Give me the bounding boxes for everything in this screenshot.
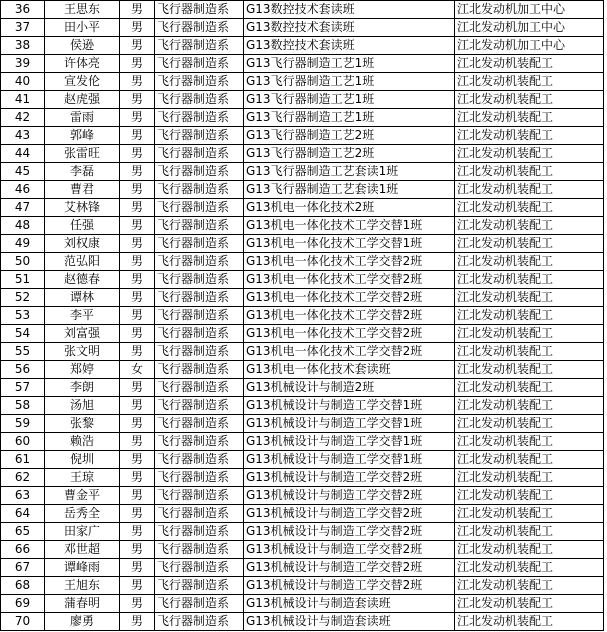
- class-cell: G13飞行器制造工艺1班: [244, 73, 455, 91]
- name-cell: 雷雨: [45, 109, 120, 127]
- row-number-cell: 38: [1, 37, 45, 55]
- gender-cell: 男: [120, 415, 155, 433]
- department-cell: 飞行器制造系: [155, 595, 244, 613]
- class-cell: G13机械设计与制造工学交替2班: [244, 469, 455, 487]
- name-cell: 汤旭: [45, 397, 120, 415]
- work-unit-cell: 江北发动机装配工: [455, 109, 604, 127]
- name-cell: 岳秀全: [45, 505, 120, 523]
- roster-table-body: [1, 1, 604, 631]
- row-number-cell: 57: [1, 379, 45, 397]
- table-row: [1, 523, 604, 541]
- work-unit-cell: 江北发动机装配工: [455, 613, 604, 631]
- class-cell: G13数控技术套读班: [244, 37, 455, 55]
- work-unit-cell: 江北发动机装配工: [455, 307, 604, 325]
- work-unit-cell: 江北发动机加工中心: [455, 1, 604, 19]
- row-number-cell: 66: [1, 541, 45, 559]
- class-cell: G13飞行器制造工艺2班: [244, 127, 455, 145]
- department-cell: 飞行器制造系: [155, 37, 244, 55]
- department-cell: 飞行器制造系: [155, 91, 244, 109]
- row-number-cell: 43: [1, 127, 45, 145]
- row-number-cell: 41: [1, 91, 45, 109]
- table-row: [1, 361, 604, 379]
- work-unit-cell: 江北发动机装配工: [455, 451, 604, 469]
- gender-cell: 男: [120, 181, 155, 199]
- class-cell: G13飞行器制造工艺1班: [244, 91, 455, 109]
- class-cell: G13机械设计与制造2班: [244, 379, 455, 397]
- work-unit-cell: 江北发动机装配工: [455, 343, 604, 361]
- table-row: [1, 379, 604, 397]
- department-cell: 飞行器制造系: [155, 199, 244, 217]
- work-unit-cell: 江北发动机装配工: [455, 379, 604, 397]
- name-cell: 刘权康: [45, 235, 120, 253]
- row-number-cell: 37: [1, 19, 45, 37]
- class-cell: G13机械设计与制造工学交替1班: [244, 397, 455, 415]
- department-cell: 飞行器制造系: [155, 505, 244, 523]
- name-cell: 张雷旺: [45, 145, 120, 163]
- name-cell: 李平: [45, 307, 120, 325]
- name-cell: 宣发伦: [45, 73, 120, 91]
- table-row: [1, 127, 604, 145]
- table-row: [1, 181, 604, 199]
- table-row: [1, 415, 604, 433]
- gender-cell: 男: [120, 73, 155, 91]
- department-cell: 飞行器制造系: [155, 397, 244, 415]
- name-cell: 李朗: [45, 379, 120, 397]
- name-cell: 曹君: [45, 181, 120, 199]
- class-cell: G13数控技术套读班: [244, 19, 455, 37]
- class-cell: G13数控技术套读班: [244, 1, 455, 19]
- table-row: [1, 343, 604, 361]
- department-cell: 飞行器制造系: [155, 577, 244, 595]
- work-unit-cell: 江北发动机装配工: [455, 577, 604, 595]
- table-row: [1, 19, 604, 37]
- gender-cell: 男: [120, 55, 155, 73]
- gender-cell: 男: [120, 613, 155, 631]
- department-cell: 飞行器制造系: [155, 289, 244, 307]
- name-cell: 田家广: [45, 523, 120, 541]
- work-unit-cell: 江北发动机加工中心: [455, 19, 604, 37]
- name-cell: 许体亮: [45, 55, 120, 73]
- work-unit-cell: 江北发动机装配工: [455, 289, 604, 307]
- department-cell: 飞行器制造系: [155, 469, 244, 487]
- name-cell: 郭峰: [45, 127, 120, 145]
- row-number-cell: 58: [1, 397, 45, 415]
- department-cell: 飞行器制造系: [155, 235, 244, 253]
- work-unit-cell: 江北发动机装配工: [455, 181, 604, 199]
- class-cell: G13机电一体化技术工学交替2班: [244, 307, 455, 325]
- department-cell: 飞行器制造系: [155, 307, 244, 325]
- department-cell: 飞行器制造系: [155, 163, 244, 181]
- work-unit-cell: 江北发动机装配工: [455, 325, 604, 343]
- gender-cell: 男: [120, 91, 155, 109]
- work-unit-cell: 江北发动机加工中心: [455, 37, 604, 55]
- class-cell: G13飞行器制造工艺2班: [244, 145, 455, 163]
- gender-cell: 男: [120, 199, 155, 217]
- row-number-cell: 65: [1, 523, 45, 541]
- work-unit-cell: 江北发动机装配工: [455, 433, 604, 451]
- table-row: [1, 541, 604, 559]
- name-cell: 李磊: [45, 163, 120, 181]
- name-cell: 侯逊: [45, 37, 120, 55]
- gender-cell: 男: [120, 1, 155, 19]
- name-cell: 曹金平: [45, 487, 120, 505]
- class-cell: G13机电一体化技术工学交替2班: [244, 253, 455, 271]
- department-cell: 飞行器制造系: [155, 415, 244, 433]
- department-cell: 飞行器制造系: [155, 325, 244, 343]
- row-number-cell: 61: [1, 451, 45, 469]
- class-cell: G13机电一体化技术工学交替2班: [244, 325, 455, 343]
- work-unit-cell: 江北发动机装配工: [455, 55, 604, 73]
- department-cell: 飞行器制造系: [155, 541, 244, 559]
- class-cell: G13机械设计与制造工学交替1班: [244, 451, 455, 469]
- gender-cell: 男: [120, 577, 155, 595]
- class-cell: G13机械设计与制造工学交替2班: [244, 505, 455, 523]
- class-cell: G13机电一体化技术工学交替2班: [244, 271, 455, 289]
- work-unit-cell: 江北发动机装配工: [455, 559, 604, 577]
- department-cell: 飞行器制造系: [155, 127, 244, 145]
- work-unit-cell: 江北发动机装配工: [455, 415, 604, 433]
- work-unit-cell: 江北发动机装配工: [455, 487, 604, 505]
- work-unit-cell: 江北发动机装配工: [455, 541, 604, 559]
- department-cell: 飞行器制造系: [155, 613, 244, 631]
- gender-cell: 男: [120, 433, 155, 451]
- name-cell: 任强: [45, 217, 120, 235]
- gender-cell: 男: [120, 397, 155, 415]
- name-cell: 王思东: [45, 1, 120, 19]
- gender-cell: 女: [120, 361, 155, 379]
- class-cell: G13机械设计与制造工学交替2班: [244, 523, 455, 541]
- gender-cell: 男: [120, 505, 155, 523]
- work-unit-cell: 江北发动机装配工: [455, 73, 604, 91]
- name-cell: 蒲春明: [45, 595, 120, 613]
- table-row: [1, 271, 604, 289]
- table-row: [1, 55, 604, 73]
- name-cell: 谭林: [45, 289, 120, 307]
- row-number-cell: 68: [1, 577, 45, 595]
- work-unit-cell: 江北发动机装配工: [455, 235, 604, 253]
- department-cell: 飞行器制造系: [155, 253, 244, 271]
- gender-cell: 男: [120, 343, 155, 361]
- name-cell: 刘富强: [45, 325, 120, 343]
- row-number-cell: 54: [1, 325, 45, 343]
- row-number-cell: 49: [1, 235, 45, 253]
- department-cell: 飞行器制造系: [155, 559, 244, 577]
- gender-cell: 男: [120, 217, 155, 235]
- department-cell: 飞行器制造系: [155, 343, 244, 361]
- table-row: [1, 307, 604, 325]
- gender-cell: 男: [120, 145, 155, 163]
- department-cell: 飞行器制造系: [155, 379, 244, 397]
- gender-cell: 男: [120, 271, 155, 289]
- table-row: [1, 577, 604, 595]
- table-row: [1, 91, 604, 109]
- row-number-cell: 51: [1, 271, 45, 289]
- row-number-cell: 40: [1, 73, 45, 91]
- name-cell: 张黎: [45, 415, 120, 433]
- name-cell: 赵德春: [45, 271, 120, 289]
- department-cell: 飞行器制造系: [155, 73, 244, 91]
- gender-cell: 男: [120, 541, 155, 559]
- name-cell: 艾林锋: [45, 199, 120, 217]
- department-cell: 飞行器制造系: [155, 523, 244, 541]
- name-cell: 邓世超: [45, 541, 120, 559]
- table-row: [1, 487, 604, 505]
- class-cell: G13机电一体化技术工学交替2班: [244, 343, 455, 361]
- gender-cell: 男: [120, 469, 155, 487]
- row-number-cell: 47: [1, 199, 45, 217]
- table-row: [1, 145, 604, 163]
- row-number-cell: 63: [1, 487, 45, 505]
- table-row: [1, 73, 604, 91]
- gender-cell: 男: [120, 559, 155, 577]
- row-number-cell: 42: [1, 109, 45, 127]
- work-unit-cell: 江北发动机装配工: [455, 361, 604, 379]
- table-row: [1, 1, 604, 19]
- class-cell: G13机电一体化技术套读班: [244, 361, 455, 379]
- row-number-cell: 36: [1, 1, 45, 19]
- table-row: [1, 235, 604, 253]
- class-cell: G13机械设计与制造套读班: [244, 613, 455, 631]
- class-cell: G13飞行器制造工艺1班: [244, 55, 455, 73]
- department-cell: 飞行器制造系: [155, 451, 244, 469]
- department-cell: 飞行器制造系: [155, 271, 244, 289]
- class-cell: G13机电一体化技术工学交替1班: [244, 217, 455, 235]
- gender-cell: 男: [120, 127, 155, 145]
- department-cell: 飞行器制造系: [155, 145, 244, 163]
- gender-cell: 男: [120, 487, 155, 505]
- table-row: [1, 253, 604, 271]
- table-row: [1, 289, 604, 307]
- gender-cell: 男: [120, 235, 155, 253]
- name-cell: 廖勇: [45, 613, 120, 631]
- class-cell: G13飞行器制造工艺套读1班: [244, 181, 455, 199]
- table-row: [1, 163, 604, 181]
- row-number-cell: 64: [1, 505, 45, 523]
- gender-cell: 男: [120, 109, 155, 127]
- department-cell: 飞行器制造系: [155, 1, 244, 19]
- work-unit-cell: 江北发动机装配工: [455, 145, 604, 163]
- row-number-cell: 56: [1, 361, 45, 379]
- row-number-cell: 52: [1, 289, 45, 307]
- table-row: [1, 109, 604, 127]
- class-cell: G13机械设计与制造工学交替2班: [244, 577, 455, 595]
- class-cell: G13机电一体化技术2班: [244, 199, 455, 217]
- class-cell: G13机电一体化技术工学交替2班: [244, 289, 455, 307]
- gender-cell: 男: [120, 451, 155, 469]
- table-row: [1, 397, 604, 415]
- row-number-cell: 48: [1, 217, 45, 235]
- gender-cell: 男: [120, 307, 155, 325]
- table-row: [1, 469, 604, 487]
- work-unit-cell: 江北发动机装配工: [455, 271, 604, 289]
- work-unit-cell: 江北发动机装配工: [455, 217, 604, 235]
- work-unit-cell: 江北发动机装配工: [455, 469, 604, 487]
- gender-cell: 男: [120, 253, 155, 271]
- row-number-cell: 67: [1, 559, 45, 577]
- department-cell: 飞行器制造系: [155, 181, 244, 199]
- row-number-cell: 62: [1, 469, 45, 487]
- table-row: [1, 325, 604, 343]
- gender-cell: 男: [120, 595, 155, 613]
- gender-cell: 男: [120, 289, 155, 307]
- gender-cell: 男: [120, 163, 155, 181]
- class-cell: G13机械设计与制造工学交替2班: [244, 541, 455, 559]
- department-cell: 飞行器制造系: [155, 433, 244, 451]
- name-cell: 赵虎强: [45, 91, 120, 109]
- row-number-cell: 55: [1, 343, 45, 361]
- department-cell: 飞行器制造系: [155, 19, 244, 37]
- gender-cell: 男: [120, 523, 155, 541]
- work-unit-cell: 江北发动机装配工: [455, 523, 604, 541]
- row-number-cell: 45: [1, 163, 45, 181]
- work-unit-cell: 江北发动机装配工: [455, 127, 604, 145]
- department-cell: 飞行器制造系: [155, 361, 244, 379]
- work-unit-cell: 江北发动机装配工: [455, 505, 604, 523]
- name-cell: 赖浩: [45, 433, 120, 451]
- name-cell: 郑婷: [45, 361, 120, 379]
- gender-cell: 男: [120, 325, 155, 343]
- row-number-cell: 46: [1, 181, 45, 199]
- work-unit-cell: 江北发动机装配工: [455, 253, 604, 271]
- row-number-cell: 53: [1, 307, 45, 325]
- department-cell: 飞行器制造系: [155, 109, 244, 127]
- row-number-cell: 50: [1, 253, 45, 271]
- work-unit-cell: 江北发动机装配工: [455, 163, 604, 181]
- class-cell: G13机械设计与制造工学交替2班: [244, 559, 455, 577]
- table-row: [1, 505, 604, 523]
- table-row: [1, 199, 604, 217]
- class-cell: G13机电一体化技术工学交替1班: [244, 235, 455, 253]
- gender-cell: 男: [120, 37, 155, 55]
- row-number-cell: 69: [1, 595, 45, 613]
- department-cell: 飞行器制造系: [155, 217, 244, 235]
- class-cell: G13飞行器制造工艺1班: [244, 109, 455, 127]
- table-row: [1, 613, 604, 631]
- work-unit-cell: 江北发动机装配工: [455, 397, 604, 415]
- name-cell: 田小平: [45, 19, 120, 37]
- work-unit-cell: 江北发动机装配工: [455, 199, 604, 217]
- name-cell: 范弘阳: [45, 253, 120, 271]
- row-number-cell: 44: [1, 145, 45, 163]
- gender-cell: 男: [120, 379, 155, 397]
- name-cell: 张文明: [45, 343, 120, 361]
- table-row: [1, 37, 604, 55]
- department-cell: 飞行器制造系: [155, 55, 244, 73]
- class-cell: G13飞行器制造工艺套读1班: [244, 163, 455, 181]
- class-cell: G13机械设计与制造工学交替2班: [244, 487, 455, 505]
- work-unit-cell: 江北发动机装配工: [455, 595, 604, 613]
- table-row: [1, 559, 604, 577]
- table-row: [1, 217, 604, 235]
- name-cell: 倪圳: [45, 451, 120, 469]
- work-unit-cell: 江北发动机装配工: [455, 91, 604, 109]
- class-cell: G13机械设计与制造工学交替1班: [244, 415, 455, 433]
- name-cell: 王琼: [45, 469, 120, 487]
- row-number-cell: 60: [1, 433, 45, 451]
- table-row: [1, 433, 604, 451]
- gender-cell: 男: [120, 19, 155, 37]
- class-cell: G13机械设计与制造工学交替1班: [244, 433, 455, 451]
- name-cell: 谭峰雨: [45, 559, 120, 577]
- row-number-cell: 59: [1, 415, 45, 433]
- row-number-cell: 70: [1, 613, 45, 631]
- name-cell: 王旭东: [45, 577, 120, 595]
- table-row: [1, 595, 604, 613]
- department-cell: 飞行器制造系: [155, 487, 244, 505]
- row-number-cell: 39: [1, 55, 45, 73]
- table-row: [1, 451, 604, 469]
- class-cell: G13机械设计与制造套读班: [244, 595, 455, 613]
